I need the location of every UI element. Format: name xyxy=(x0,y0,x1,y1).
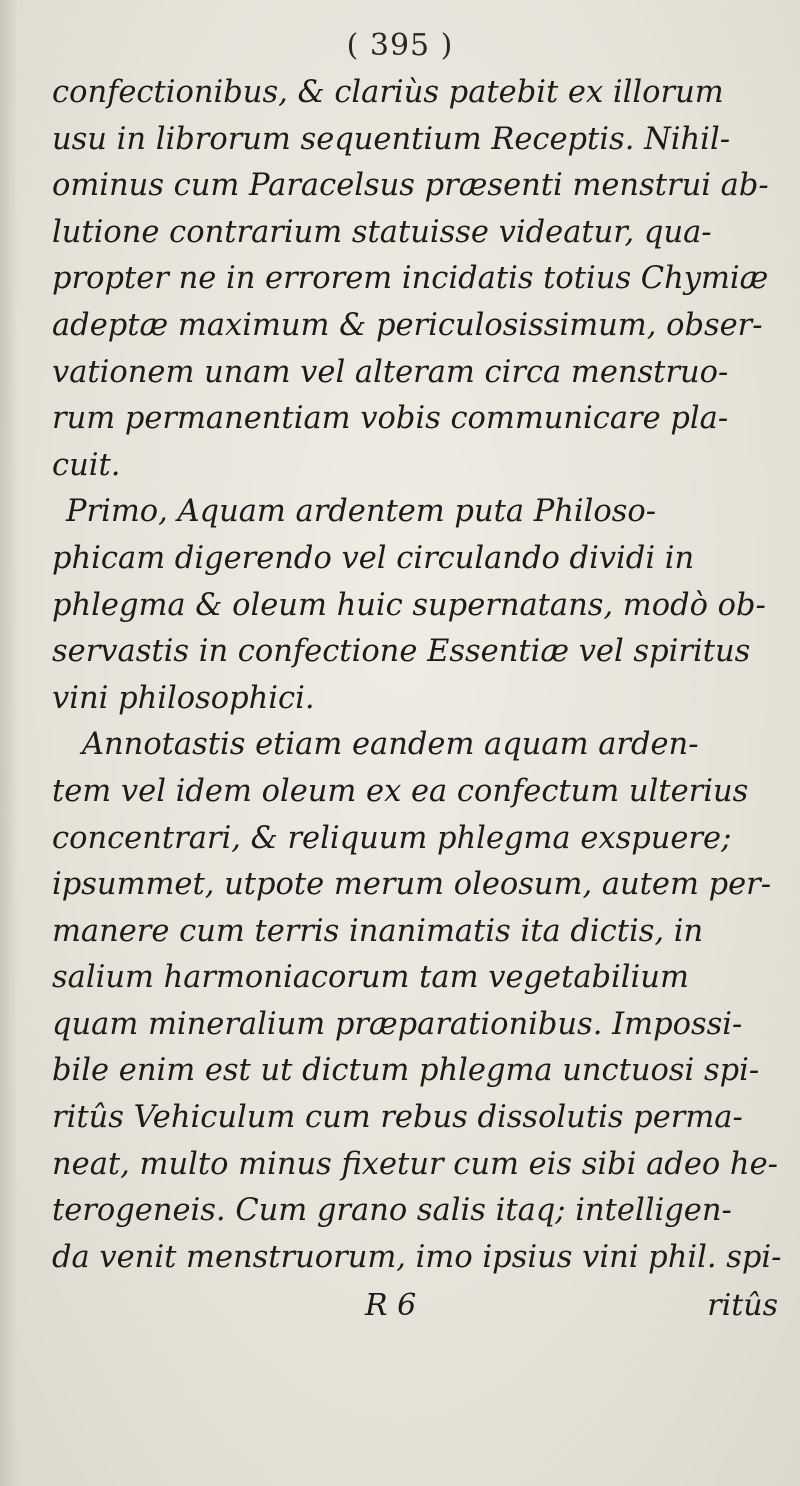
signature-mark: R 6 xyxy=(365,1288,417,1323)
text-line: neat, multo minus fixetur cum eis sibi adeo he- xyxy=(52,1146,778,1182)
text-line: concentrari, & reliquum phlegma exspuere; xyxy=(52,820,732,856)
text-line-paragraph-start: Primo, Aquam ardentem puta Philoso- xyxy=(66,494,657,530)
text-line: lutione contrarium statuisse videatur, qua- xyxy=(52,214,712,250)
page-number: ( 395 ) xyxy=(346,28,454,63)
text-line: salium harmoniacorum tam vegetabilium xyxy=(52,960,689,996)
text-line: phicam digerendo vel circulando dividi in xyxy=(52,540,695,576)
text-line: da venit menstruorum, imo ipsius vini phil. spi- xyxy=(52,1239,782,1275)
text-line: ominus cum Paracelsus præsenti menstrui ab- xyxy=(52,168,769,204)
text-line: cuit. xyxy=(52,447,121,483)
text-line: vationem unam vel alteram circa menstruo- xyxy=(52,354,729,390)
text-line: servastis in confectione Essentiæ vel spiritus xyxy=(52,634,751,670)
text-line: manere cum terris inanimatis ita dictis, in xyxy=(52,913,704,949)
gutter-shadow xyxy=(0,0,18,1486)
text-line: adeptæ maximum & periculosissimum, obser- xyxy=(52,307,763,343)
text-line: quam mineralium præparationibus. Impossi- xyxy=(52,1006,743,1042)
body-text xyxy=(52,70,782,1281)
text-line: terogeneis. Cum grano salis itaq; intelligen- xyxy=(52,1193,732,1229)
text-line: bile enim est ut dictum phlegma unctuosi spi- xyxy=(52,1053,760,1089)
text-line: tem vel idem oleum ex ea confectum ulterius xyxy=(52,773,749,809)
text-line: usu in librorum sequentium Receptis. Nihil- xyxy=(52,121,730,157)
text-line: ritûs Vehiculum cum rebus dissolutis perma- xyxy=(52,1100,743,1136)
text-line: phlegma & oleum huic supernatans, modò ob- xyxy=(52,587,766,623)
text-line: ipsummet, utpote merum oleosum, autem per- xyxy=(52,867,772,903)
catchword: ritûs xyxy=(707,1288,778,1323)
text-line: vini philosophici. xyxy=(52,680,315,716)
text-line: rum permanentiam vobis communicare pla- xyxy=(52,401,729,437)
text-line: propter ne in errorem incidatis totius Chymiæ xyxy=(52,261,769,297)
text-line: confectionibus, & clariùs patebit ex illorum xyxy=(52,75,724,110)
text-line-paragraph-start: Annotastis etiam eandem aquam arden- xyxy=(82,727,699,763)
